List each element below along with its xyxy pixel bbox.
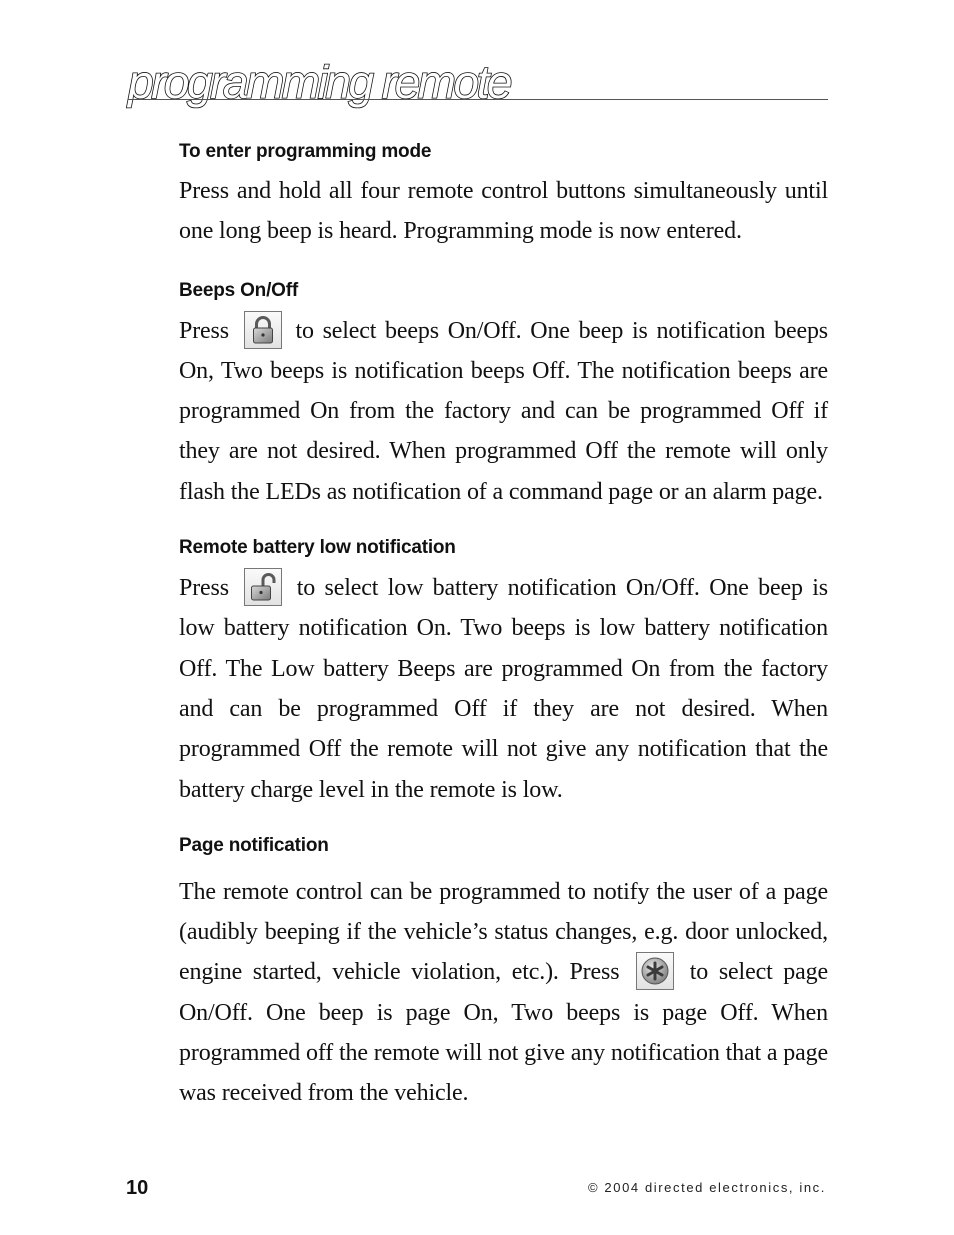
body-text-after: to select beeps On/Off. One beep is notification beeps On, Two beeps is notification beeps Off. The notification beeps are programmed On from the factory and can be programmed Off if they are not desired. When programmed Off the remote will only flash the LEDs as notification of a command page or an alarm page. <box>179 317 828 505</box>
section-body <box>179 311 828 512</box>
section-body: Press and hold all four remote control buttons simultaneously until one long beep is heard. Programming mode is now entered. <box>179 178 828 245</box>
lock-icon <box>244 311 282 349</box>
body-text-before: Press <box>179 575 239 602</box>
section-heading: To enter programming mode <box>179 141 432 162</box>
body-text-before: The remote control can be programmed to notify the user of a page (audibly beeping if the vehicle’s status changes, e.g. door unlocked, engine started, vehicle violation, etc.). Press <box>179 878 828 986</box>
content <box>179 138 828 1114</box>
copyright: © 2004 directed electronics, inc. <box>588 1180 826 1195</box>
asterisk-icon <box>636 952 674 990</box>
title-rule <box>128 99 828 100</box>
section-battery-low-notification <box>179 534 828 810</box>
unlock-icon <box>244 568 282 606</box>
section-heading: Beeps On/Off <box>179 279 299 301</box>
section-body <box>179 568 828 810</box>
section-body <box>179 872 828 1114</box>
body-text-before: Press <box>179 317 238 344</box>
body-text-after: to select page On/Off. One beep is page On, Two beeps is page Off. When programmed off the remote will not give any notification that a page was received from the vehicle. <box>179 959 828 1107</box>
page-title: programming remote <box>128 56 510 108</box>
page-number: 10 <box>126 1177 149 1199</box>
body-text-after: to select low battery notification On/Off. One beep is low battery notification On. Two beeps is low battery notification Off. The Low battery Beeps are programmed On from the factory and can be programmed Off if they are not desired. When programmed Off the remote will not give any notification that the battery charge level in the remote is low. <box>179 575 828 803</box>
section-beeps-on-off <box>179 277 828 512</box>
section-heading: Remote battery low notification <box>179 537 456 559</box>
section-page-notification <box>179 832 828 1114</box>
section-heading: Page notification <box>179 834 329 856</box>
section-enter-programming-mode <box>179 138 828 252</box>
